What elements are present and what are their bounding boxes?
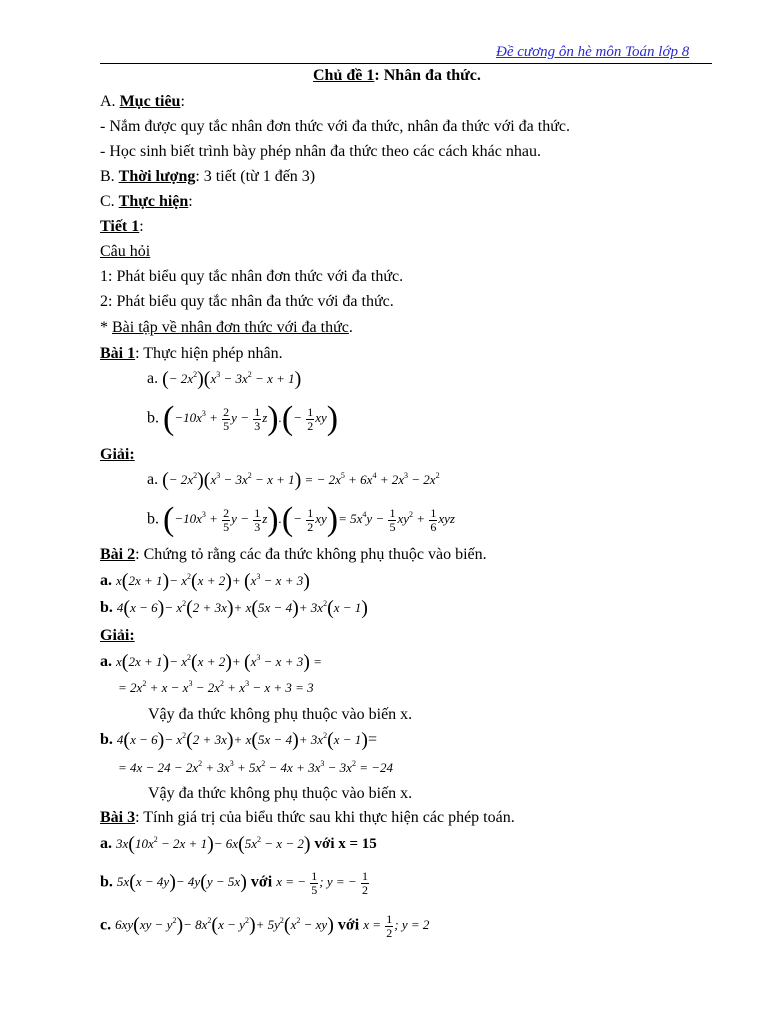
question-1: 1: Phát biểu quy tắc nhân đơn thức với đa thức.	[100, 268, 404, 285]
lesson-1-heading: Tiết 1:	[100, 218, 144, 235]
exercise-2b: b. $4(x - 6)- x^2(2 + 3x)+ x(5x - 4)+ 3x^2(x - 1)$	[100, 597, 368, 619]
exercise-1b: b. ($-10x^3$ + $\frac{2}{5}$ y − $\frac{1}{3}$ z).(− $\frac{1}{2}$ xy)	[147, 400, 339, 438]
solution-2-heading: Giải:	[100, 627, 135, 644]
header-rule	[100, 63, 712, 64]
questions-heading: Câu hỏi	[100, 243, 151, 260]
solution-1-heading: Giải:	[100, 446, 135, 463]
exercise-3c: c. $6xy(xy - y^2)- 8x^2(x - y^2)+ 5y^2(x^2 - xy)$ với x = $\frac{1}{2}$ ; y = 2	[100, 912, 430, 940]
section-c-heading: C. Thực hiện:	[100, 193, 193, 210]
section-a-heading: A. Mục tiêu:	[100, 93, 185, 110]
exercise-3a: a. $3x(10x^2 - 2x + 1)- 6x(5x^2 - x - 2)$ với x = 15	[100, 833, 377, 855]
solution-2b-line1: b. $4(x - 6)- x^2(2 + 3x)+ x(5x - 4)+ 3x^2(x - 1)=$	[100, 729, 377, 751]
exercise-3-heading: Bài 3: Tính giá trị của biểu thức sau khi thực hiện các phép toán.	[100, 809, 515, 826]
exercise-2-heading: Bài 2: Chứng tỏ rằng các đa thức không phụ thuộc vào biến.	[100, 546, 487, 563]
solution-2a-line2: = $2x^2 + x - x^3 - 2x^2 + x^3 - x + 3 = 3$	[118, 679, 314, 695]
solution-1a: a. (− $2x^2)(x^3 - 3x^2 - x + 1)$ = − $2x^5 + 6x^4 + 2x^3 - 2x^2$	[147, 469, 440, 491]
exercise-3b: b. 5x(x − 4y)− 4y(y − 5x) với x = − $\frac{1}{5}$ ; y = − $\frac{1}{2}$	[100, 869, 368, 897]
solution-2b-conclusion: Vậy đa thức không phụ thuộc vào biến x.	[148, 785, 413, 802]
exercise-1-heading: Bài 1: Thực hiện phép nhân.	[100, 345, 283, 362]
section-b-heading: B. Thời lượng: 3 tiết (từ 1 đến 3)	[100, 168, 316, 185]
solution-2b-line2: = $4x - 24 - 2x^2 + 3x^3 + 5x^2 - 4x + 3x^3 - 3x^2 = -24$	[118, 759, 393, 775]
document-header: Đề cương ôn hè môn Toán lớp 8	[496, 44, 690, 60]
solution-2a-line1: a. $x(2x + 1)- x^2(x + 2)+ (x^3 - x + 3)$ =	[100, 651, 322, 673]
goal-2: - Học sinh biết trình bày phép nhân đa thức theo các cách khác nhau.	[100, 143, 541, 160]
solution-1b: b. ($-10x^3$ + $\frac{2}{5}$ y − $\frac{1}{3}$ z).(− $\frac{1}{2}$ $xy)= 5x^4y$ − $\frac{1}{5}$ $xy^2$ + $\frac{1}{6}$ xyz	[147, 501, 455, 539]
question-2: 2: Phát biểu quy tắc nhân đa thức với đa thức.	[100, 293, 394, 310]
exercises-heading: * Bài tập về nhân đơn thức với đa thức.	[100, 319, 353, 336]
topic-title: Chủ đề 1: Nhân đa thức.	[313, 67, 481, 84]
solution-2a-conclusion: Vậy đa thức không phụ thuộc vào biến x.	[148, 706, 413, 723]
goal-1: - Nắm được quy tắc nhân đơn thức với đa thức, nhân đa thức với đa thức.	[100, 118, 570, 135]
exercise-1a: a. (− $2x^2)(x^3 - 3x^2 - x + 1)$	[147, 368, 302, 390]
exercise-2a: a. $x(2x + 1)- x^2(x + 2)+ (x^3 - x + 3)$	[100, 570, 310, 592]
